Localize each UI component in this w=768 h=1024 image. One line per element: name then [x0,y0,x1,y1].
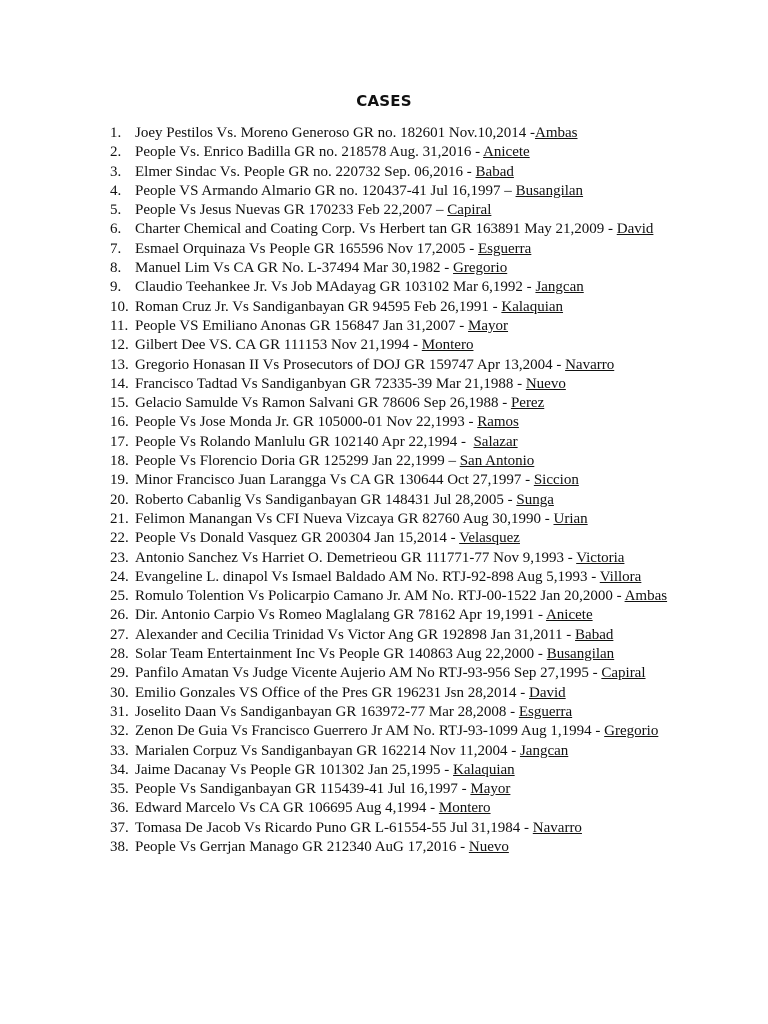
case-citation: Francisco Tadtad Vs Sandiganbyan GR 72335-39 Mar 21,1988 - [135,375,526,392]
case-assignee: Victoria [576,549,625,566]
case-number: 4. [110,182,122,199]
case-citation: Gregorio Honasan II Vs Prosecutors of DOJ GR 159747 Apr 13,2004 - [135,356,566,373]
case-assignee: Ambas [624,588,668,605]
case-assignee: David [616,221,654,238]
case-number: 7. [110,240,122,257]
case-item [110,742,667,761]
case-assignee: Esguerra [478,240,532,257]
case-citation: People Vs Donald Vasquez GR 200304 Jan 15,2014 - [135,530,460,547]
case-citation: Gelacio Samulde Vs Ramon Salvani GR 78606 Sep 26,1988 - [135,395,511,412]
case-assignee: Salazar [473,433,518,450]
case-number: 29. [110,665,129,682]
case-assignee: David [529,684,566,701]
case-assignee: Babad [475,163,514,180]
case-assignee: Busangilan [515,182,584,199]
case-assignee: Navarro [532,819,582,836]
case-item [110,182,667,201]
case-item [110,220,667,239]
case-list [110,124,667,857]
case-number: 13. [110,356,129,373]
case-number: 27. [110,626,129,643]
case-assignee: San Antonio [459,453,535,470]
case-citation: Claudio Teehankee Jr. Vs Job MAdayag GR 103102 Mar 6,1992 - [135,279,536,296]
case-item [110,549,667,568]
case-assignee: Siccion [533,472,579,489]
case-number: 5. [110,202,122,219]
case-item [110,375,667,394]
case-number: 19. [110,472,129,489]
case-item [110,606,667,625]
case-citation: Tomasa De Jacob Vs Ricardo Puno GR L-61554-55 Jul 31,1984 - [135,819,533,836]
case-citation: Charter Chemical and Coating Corp. Vs Herbert tan GR 163891 May 21,2009 - [135,221,617,238]
case-item [110,259,667,278]
case-number: 2. [110,144,122,161]
case-item [110,201,667,220]
case-item [110,356,667,375]
case-citation: Evangeline L. dinapol Vs Ismael Baldado AM No. RTJ-92-898 Aug 5,1993 - [135,568,600,585]
case-assignee: Montero [438,800,491,817]
case-item [110,838,667,857]
case-citation: People Vs. Enrico Badilla GR no. 218578 Aug. 31,2016 - [135,144,484,161]
case-number: 32. [110,723,129,740]
case-number: 8. [110,260,122,277]
case-citation: People Vs Gerrjan Manago GR 212340 AuG 17,2016 - [135,838,469,855]
case-number: 31. [110,703,129,720]
case-citation: Edward Marcelo Vs CA GR 106695 Aug 4,1994 - [135,800,439,817]
case-number: 18. [110,453,129,470]
case-number: 20. [110,491,129,508]
case-item [110,780,667,799]
case-citation: People VS Emiliano Anonas GR 156847 Jan 31,2007 - [135,317,469,334]
case-citation: People Vs Jose Monda Jr. GR 105000-01 Nov 22,1993 - [135,414,478,431]
case-number: 38. [110,838,129,855]
case-number: 33. [110,742,129,759]
case-assignee: Jangcan [535,279,584,296]
case-citation: People Vs Sandiganbayan GR 115439-41 Jul 16,1997 - [135,781,471,798]
case-citation: People Vs Florencio Doria GR 125299 Jan 22,1999 – [135,453,460,470]
case-number: 22. [110,530,129,547]
case-assignee: Esguerra [518,703,573,720]
case-assignee: Kalaquian [501,298,564,315]
case-number: 14. [110,375,129,392]
case-citation: People VS Armando Almario GR no. 120437-41 Jul 16,1997 – [135,182,516,199]
case-citation: Romulo Tolention Vs Policarpio Camano Jr. AM No. RTJ-00-1522 Jan 20,2000 - [135,588,625,605]
case-number: 26. [110,607,129,624]
case-assignee: Navarro [565,356,615,373]
case-number: 6. [110,221,122,238]
case-assignee: Busangilan [546,646,615,663]
case-citation: Felimon Manangan Vs CFI Nueva Vizcaya GR 82760 Aug 30,1990 - [135,510,554,527]
case-assignee: Babad [575,626,614,643]
case-number: 35. [110,781,129,798]
case-item [110,413,667,432]
case-assignee: Mayor [470,781,511,798]
case-citation: Minor Francisco Juan Larangga Vs CA GR 130644 Oct 27,1997 - [135,472,534,489]
case-assignee: Montero [421,337,474,354]
case-number: 9. [110,279,122,296]
case-number: 10. [110,298,129,315]
case-citation: Manuel Lim Vs CA GR No. L-37494 Mar 30,1982 - [135,260,454,277]
case-citation: Emilio Gonzales VS Office of the Pres GR 196231 Jsn 28,2014 - [135,684,529,701]
case-assignee: Mayor [468,317,509,334]
case-item [110,529,667,548]
case-number: 34. [110,761,129,778]
case-item [110,819,667,838]
case-citation: Marialen Corpuz Vs Sandiganbayan GR 162214 Nov 11,2004 - [135,742,520,759]
case-assignee: Nuevo [525,375,566,392]
case-number: 23. [110,549,129,566]
case-citation: Esmael Orquinaza Vs People GR 165596 Nov 17,2005 - [135,240,479,257]
case-assignee: Jangcan [519,742,569,759]
case-number: 28. [110,646,129,663]
case-number: 11. [110,317,129,334]
case-item [110,587,667,606]
case-assignee: Sunga [516,491,554,508]
case-citation: Solar Team Entertainment Inc Vs People GR 140863 Aug 22,2000 - [135,646,547,663]
case-number: 17. [110,433,129,450]
case-number: 24. [110,568,129,585]
case-number: 3. [110,163,122,180]
case-item [110,491,667,510]
case-citation: Jaime Dacanay Vs People GR 101302 Jan 25,1995 - [135,761,454,778]
case-assignee: Ramos [477,414,519,431]
case-citation: Antonio Sanchez Vs Harriet O. Demetrieou GR 111771-77 Nov 9,1993 - [135,549,577,566]
case-number: 16. [110,414,129,431]
case-number: 12. [110,337,129,354]
case-item [110,684,667,703]
case-assignee: Anicete [483,144,530,161]
case-item [110,452,667,471]
case-number: 1. [110,125,122,141]
case-item [110,278,667,297]
case-assignee: Gregorio [453,260,508,277]
case-citation: People Vs Jesus Nuevas GR 170233 Feb 22,2007 – [135,202,448,219]
case-assignee: Capiral [447,202,492,219]
case-number: 21. [110,510,129,527]
case-item [110,298,667,317]
case-item [110,143,667,162]
case-item [110,703,667,722]
case-citation: Gilbert Dee VS. CA GR 111153 Nov 21,1994 - [135,337,422,354]
case-assignee: Capiral [601,665,646,682]
case-item [110,471,667,490]
case-citation: People Vs Rolando Manlulu GR 102140 Apr 22,1994 - [135,433,474,450]
case-item [110,761,667,780]
case-number: 36. [110,800,129,817]
page-title: CASES [356,92,412,110]
case-assignee: Perez [510,395,545,412]
case-item [110,722,667,741]
case-citation: Dir. Antonio Carpio Vs Romeo Maglalang GR 78162 Apr 19,1991 - [135,607,546,624]
case-assignee: Nuevo [468,838,509,855]
case-citation: Roman Cruz Jr. Vs Sandiganbayan GR 94595 Feb 26,1991 - [135,298,502,315]
case-assignee: Kalaquian [453,761,515,778]
case-citation: Zenon De Guia Vs Francisco Guerrero Jr AM No. RTJ-93-1099 Aug 1,1994 - [135,723,605,740]
case-number: 25. [110,588,129,605]
case-item [110,510,667,529]
case-citation: Alexander and Cecilia Trinidad Vs Victor Ang GR 192898 Jan 31,2011 - [135,626,576,643]
case-assignee: Ambas [534,125,578,141]
case-item [110,336,667,355]
case-assignee: Gregorio [604,723,659,740]
case-assignee: Villora [599,568,642,585]
case-item [110,163,667,182]
case-citation: Roberto Cabanlig Vs Sandiganbayan GR 148431 Jul 28,2005 - [135,491,517,508]
case-number: 15. [110,395,129,412]
case-citation: Joselito Daan Vs Sandiganbayan GR 163972-77 Mar 28,2008 - [135,703,519,720]
case-item [110,394,667,413]
case-item [110,626,667,645]
case-assignee: Velasquez [459,530,520,547]
case-citation: Joey Pestilos Vs. Moreno Generoso GR no. 182601 Nov.10,2014 - [135,125,535,141]
case-item [110,240,667,259]
case-item [110,664,667,683]
case-number: 37. [110,819,129,836]
case-citation: Panfilo Amatan Vs Judge Vicente Aujerio AM No RTJ-93-956 Sep 27,1995 - [135,665,602,682]
case-assignee: Urian [553,510,588,527]
case-item [110,433,667,452]
case-item [110,317,667,336]
case-item [110,645,667,664]
case-number: 30. [110,684,129,701]
case-item [110,799,667,818]
case-item [110,568,667,587]
case-assignee: Anicete [545,607,593,624]
case-item [110,124,667,143]
case-citation: Elmer Sindac Vs. People GR no. 220732 Sep. 06,2016 - [135,163,476,180]
